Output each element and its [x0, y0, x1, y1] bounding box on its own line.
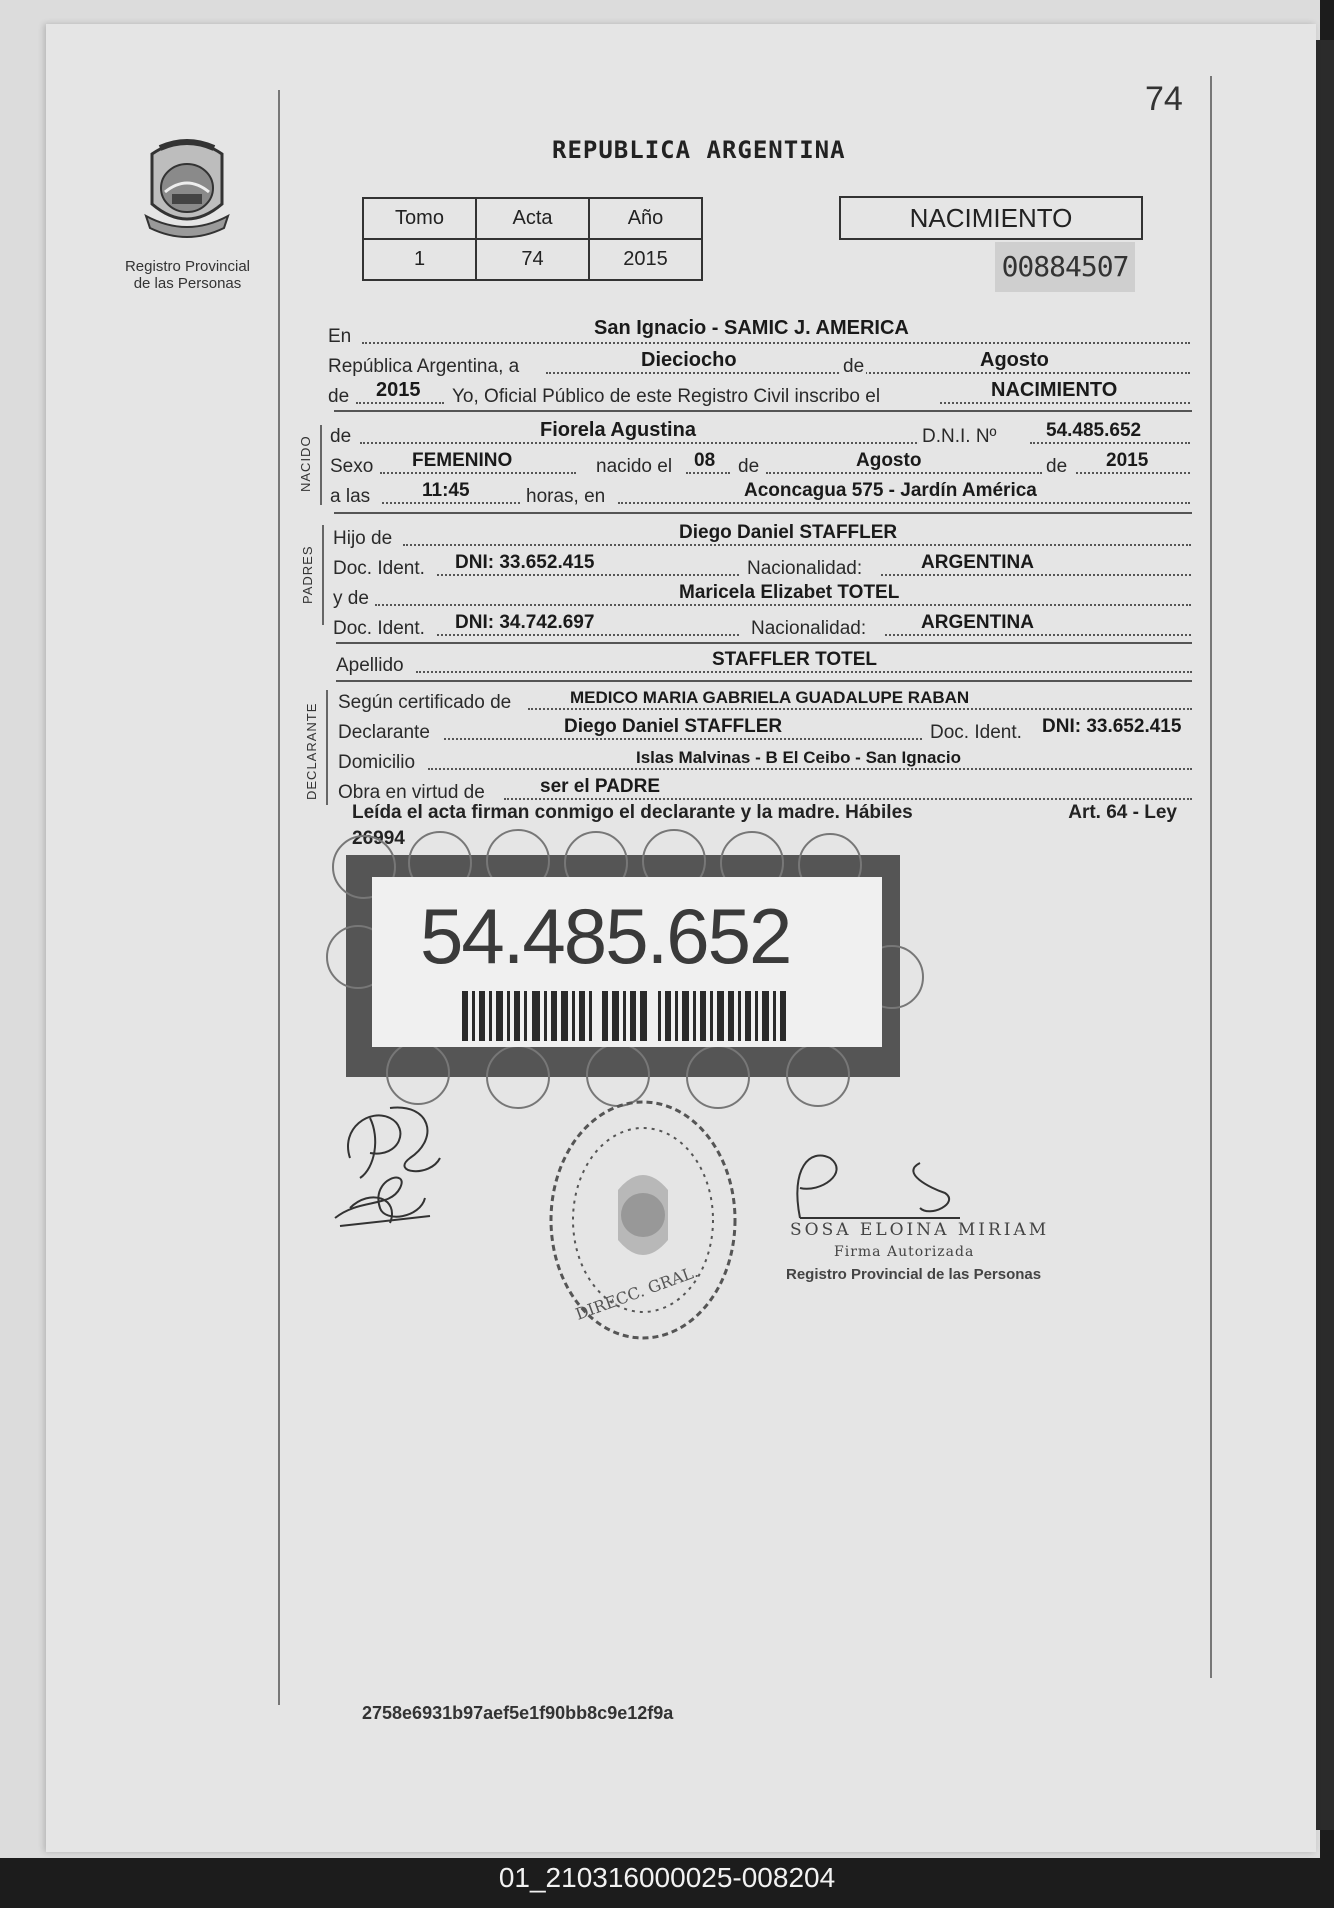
document-hash: 2758e6931b97aef5e1f90bb8c9e12f9a — [362, 1703, 674, 1723]
document-type-box: NACIMIENTO — [839, 196, 1143, 240]
de-label: de — [328, 386, 350, 407]
section-rule — [334, 410, 1192, 412]
tomo-header: Tomo — [363, 198, 476, 239]
registry-caption-line1: Registro Provincial — [124, 258, 251, 275]
declarante-line-1 — [338, 684, 1192, 714]
place-value: San Ignacio - SAMIC J. AMERICA — [594, 317, 909, 339]
mother-name-value: Maricela Elizabet TOTEL — [679, 582, 900, 603]
dotted-fill — [437, 634, 739, 636]
declarant-doc-value: DNI: 33.652.415 — [1042, 716, 1182, 737]
padres-line-3 — [333, 580, 1191, 610]
sticker-pattern — [386, 1041, 450, 1105]
republica-label: República Argentina, a — [328, 356, 520, 377]
official-office-stamp: Registro Provincial de las Personas — [786, 1266, 1042, 1283]
registry-caption — [110, 258, 265, 292]
right-margin-line — [1210, 76, 1212, 1678]
nacido-line-1 — [330, 418, 1190, 448]
dotted-fill — [382, 502, 520, 504]
nacido-line-3 — [330, 478, 1190, 508]
sticker-pattern — [786, 1043, 850, 1107]
dotted-fill — [416, 671, 1192, 673]
declarant-signature — [330, 1098, 450, 1238]
padres-line-1 — [333, 520, 1191, 550]
official-role-stamp: Firma Autorizada — [834, 1244, 975, 1260]
scan-identifier: 01_210316000025-008204 — [498, 1862, 836, 1893]
page-number: 74 — [1145, 80, 1183, 118]
doc-ident-label: Doc. Ident. — [333, 618, 425, 639]
de-label: de — [330, 426, 352, 447]
de-label: de — [738, 456, 760, 477]
official-signature — [780, 1148, 970, 1228]
declarante-line-2 — [338, 714, 1192, 744]
padres-line-2 — [333, 550, 1191, 580]
article-reference: Art. 64 - Ley — [1068, 802, 1177, 823]
nacido-bracket — [320, 425, 322, 505]
dotted-fill — [356, 402, 444, 404]
ano-value: 2015 — [589, 239, 702, 280]
section-rule — [336, 680, 1192, 682]
sticker-dni-number: 54.485.652 — [420, 892, 791, 980]
father-doc-value: DNI: 33.652.415 — [455, 552, 595, 573]
act-type-value: NACIMIENTO — [991, 379, 1118, 401]
official-name-stamp: SOSA ELOINA MIRIAM — [790, 1220, 1050, 1240]
dotted-fill — [885, 634, 1191, 636]
dotted-fill — [1076, 472, 1190, 474]
ano-header: Año — [589, 198, 702, 239]
acta-header: Acta — [476, 198, 589, 239]
left-margin-line — [278, 90, 280, 1705]
dotted-fill — [428, 768, 1192, 770]
nacionalidad-label: Nacionalidad: — [747, 558, 863, 579]
hijo-de-label: Hijo de — [333, 528, 393, 549]
padres-line-4 — [333, 610, 1191, 640]
birth-day-value: 08 — [694, 450, 716, 471]
y-de-label: y de — [333, 588, 369, 609]
law-number: 26994 — [352, 828, 405, 849]
domicilio-label: Domicilio — [338, 752, 416, 773]
dotted-fill — [881, 574, 1191, 576]
padres-bracket — [322, 525, 324, 625]
section-rule — [336, 642, 1192, 644]
sticker-label — [372, 877, 882, 1047]
birth-time-value: 11:45 — [422, 480, 470, 501]
dotted-fill — [1030, 442, 1190, 444]
doc-ident-label: Doc. Ident. — [333, 558, 425, 579]
nacido-label: NACIDO — [298, 435, 313, 492]
nacido-el-label: nacido el — [596, 456, 673, 477]
dni-label: D.N.I. Nº — [918, 426, 1001, 448]
declarante-label: DECLARANTE — [304, 702, 319, 800]
misiones-coat-of-arms-icon — [132, 134, 242, 244]
barcode-bars-icon — [462, 991, 802, 1041]
dni-barcode-sticker — [346, 855, 900, 1077]
dotted-fill — [618, 502, 1190, 504]
dotted-fill — [403, 544, 1191, 546]
dotted-fill — [766, 472, 1042, 474]
father-nationality-value: ARGENTINA — [921, 552, 1034, 573]
intro-line-1 — [328, 318, 1190, 348]
padres-label: PADRES — [300, 545, 315, 604]
apellido-value: STAFFLER TOTEL — [712, 649, 878, 670]
apellido-label: Apellido — [336, 655, 404, 676]
declarant-value: Diego Daniel STAFFLER — [564, 716, 783, 737]
tomo-value: 1 — [363, 239, 476, 280]
dotted-fill — [375, 604, 1191, 606]
registry-caption-line2: de las Personas — [133, 275, 242, 292]
dotted-fill — [528, 708, 1192, 710]
child-name-value: Fiorela Agustina — [540, 419, 696, 441]
en-label: En — [328, 326, 352, 347]
dotted-fill — [362, 342, 1190, 344]
birth-year-value: 2015 — [1106, 450, 1149, 471]
intro-line-2 — [328, 348, 1190, 378]
capacity-value: ser el PADRE — [540, 776, 661, 797]
month-value: Agosto — [980, 349, 1049, 371]
day-value: Dieciocho — [641, 349, 737, 371]
birth-month-value: Agosto — [856, 450, 922, 471]
dotted-fill — [686, 472, 730, 474]
a-las-label: a las — [330, 486, 371, 507]
dotted-fill — [437, 574, 739, 576]
domicile-value: Islas Malvinas - B El Ceibo - San Ignacio — [636, 748, 961, 767]
doc-ident-label: Doc. Ident. — [930, 722, 1022, 743]
declarante-bracket — [326, 690, 328, 805]
de-label: de — [843, 356, 865, 377]
closing-text: Leída el acta firman conmigo el declarante y la madre. Hábiles — [352, 802, 913, 823]
certificate-value: MEDICO MARIA GABRIELA GUADALUPE RABAN — [570, 688, 970, 707]
de-label: de — [1046, 456, 1068, 477]
father-name-value: Diego Daniel STAFFLER — [679, 522, 898, 543]
mother-doc-value: DNI: 34.742.697 — [455, 612, 595, 633]
round-official-seal — [538, 1090, 758, 1370]
nacido-line-2 — [330, 448, 1190, 478]
child-dni-value: 54.485.652 — [1046, 420, 1142, 441]
dotted-fill — [940, 402, 1190, 404]
tomo-acta-ano-table — [362, 197, 703, 281]
dotted-fill — [546, 372, 1190, 374]
segun-certificado-label: Según certificado de — [338, 692, 512, 713]
dotted-fill — [380, 472, 576, 474]
section-rule — [334, 512, 1192, 514]
year-value: 2015 — [376, 379, 421, 401]
dotted-fill — [360, 442, 928, 444]
birth-place-value: Aconcagua 575 - Jardín América — [744, 480, 1037, 501]
declarante-field-label: Declarante — [338, 722, 430, 743]
horas-en-label: horas, en — [526, 486, 606, 507]
sexo-label: Sexo — [330, 456, 374, 477]
declarante-line-3 — [338, 744, 1192, 774]
sexo-value: FEMENINO — [412, 450, 513, 471]
seal-text: DIRECC. GRAL. — [572, 1261, 701, 1324]
mother-nationality-value: ARGENTINA — [921, 612, 1034, 633]
serial-number: 00884507 — [995, 242, 1135, 292]
nacionalidad-label: Nacionalidad: — [751, 618, 867, 639]
oficial-text: Yo, Oficial Público de este Registro Civil inscribo el — [452, 386, 881, 407]
intro-line-3 — [328, 378, 1190, 408]
apellido-line — [336, 647, 1192, 677]
acta-value: 74 — [476, 239, 589, 280]
document-title: REPUBLICA ARGENTINA — [552, 136, 846, 164]
dotted-fill — [444, 738, 922, 740]
obra-label: Obra en virtud de — [338, 782, 485, 803]
